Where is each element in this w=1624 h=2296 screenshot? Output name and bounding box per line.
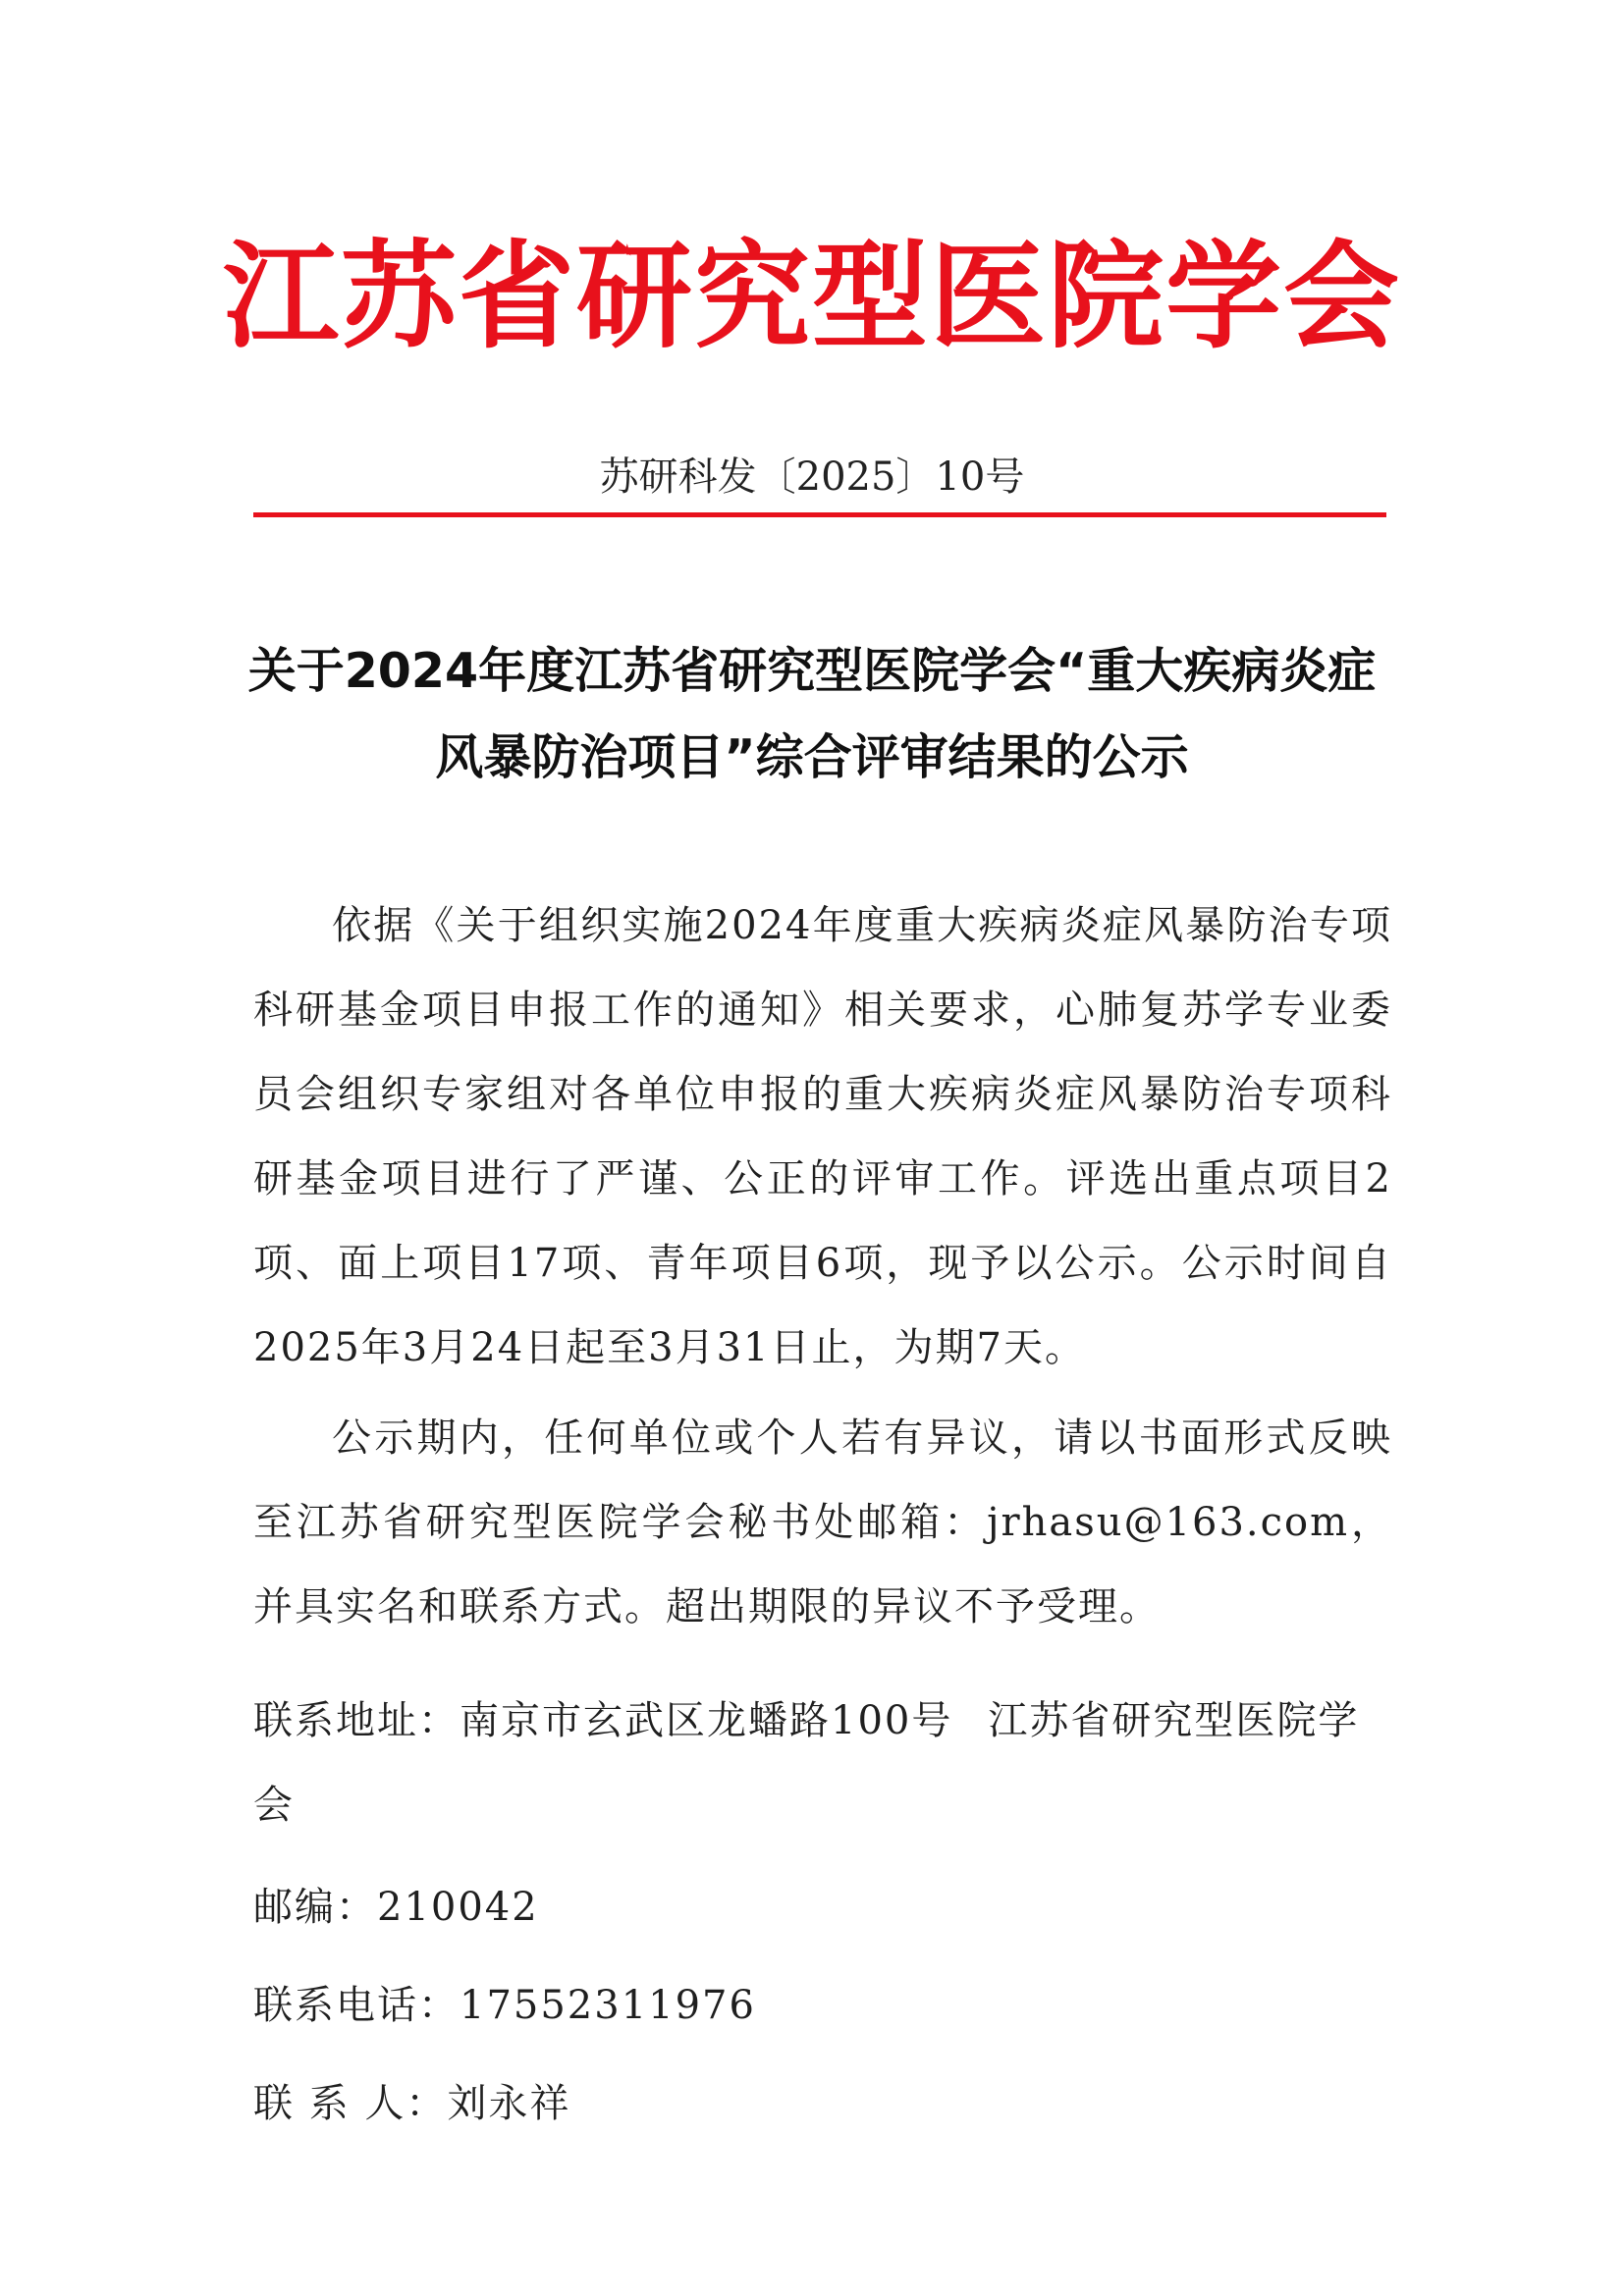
notice-title-line-2: 风暴防治项目”综合评审结果的公示	[435, 729, 1189, 785]
person-value: 刘永祥	[447, 2081, 571, 2126]
contact-address	[253, 1679, 1392, 1847]
body-paragraph-2: 公示期内，任何单位或个人若有异议，请以书面形式反映至江苏省研究型医院学会秘书处邮箱：jrhasu@163.com，并具实名和联系方式。超出期限的异议不予受理。	[253, 1415, 1392, 1629]
address-value: 南京市玄武区龙蟠路100号	[460, 1698, 953, 1743]
notice-body	[253, 883, 1392, 1655]
phone-value: 17552311976	[460, 1983, 756, 2028]
zip-label: 邮编：	[253, 1885, 377, 1930]
body-paragraph-1: 依据《关于组织实施2024年度重大疾病炎症风暴防治专项科研基金项目申报工作的通知》相关要求，心肺复苏学专业委员会组织专家组对各单位申报的重大疾病炎症风暴防治专项科研基金项目进行了严谨、公正的评审工作。评选出重点项目2项、面上项目17项、青年项目6项，现予以公示。公示时间自2025年3月24日起至3月31日止，为期7天。	[253, 903, 1392, 1370]
contact-person	[253, 2061, 1392, 2146]
zip-value: 210042	[377, 1885, 539, 1930]
phone-label: 联系电话：	[253, 1983, 460, 2028]
notice-title	[226, 628, 1398, 801]
document-number: 苏研科发〔2025〕10号	[599, 454, 1025, 500]
organization-header: 江苏省研究型医院学会	[222, 229, 1401, 364]
notice-title-line-1: 关于2024年度江苏省研究型医院学会“重大疾病炎症	[247, 643, 1377, 699]
contact-zip	[253, 1865, 1392, 1949]
red-divider-line	[253, 512, 1386, 517]
contact-phone	[253, 1963, 1392, 2048]
address-organization: 江苏省研究型医院学会	[253, 1698, 1360, 1828]
person-label: 联 系 人：	[253, 2081, 448, 2126]
address-label: 联系地址：	[253, 1698, 460, 1743]
